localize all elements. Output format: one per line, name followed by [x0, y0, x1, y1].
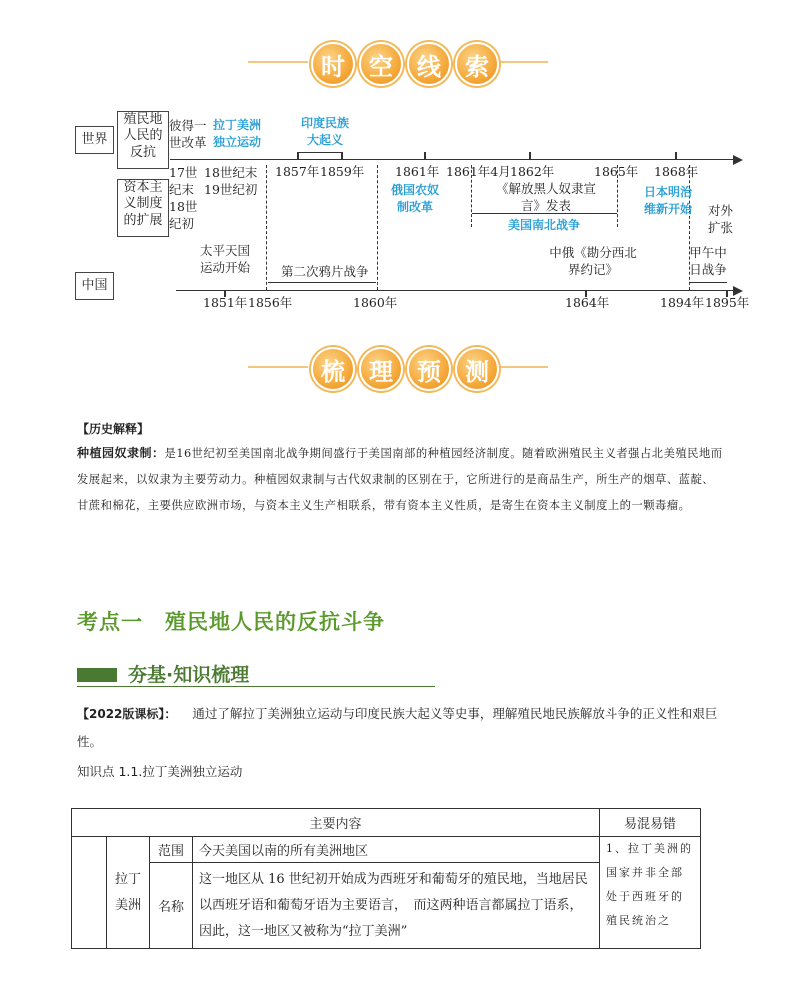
event-russia-serf-reform: 俄国农奴制改革: [390, 183, 439, 214]
axis-tick: [341, 152, 343, 159]
date-18th-century: 18世纪末19世纪初: [204, 165, 258, 197]
year-1895: 1895年: [705, 295, 750, 310]
banner-char: 预: [407, 347, 451, 391]
range-1857-1859: [298, 152, 343, 153]
banner-char: 空: [359, 42, 403, 86]
banner-char: 时: [311, 42, 355, 86]
spacer-cell: [72, 837, 107, 949]
row1-label: 范围: [150, 837, 193, 863]
knowledge-table: [71, 808, 701, 949]
subhead: 夯基·知识梳理: [128, 664, 250, 686]
china-axis: [176, 290, 735, 291]
year-1860: 1860年: [353, 295, 398, 310]
event-sino-japanese-war: 甲午中日战争: [689, 245, 727, 277]
date-17th-century: 17世纪末18世纪初: [169, 165, 198, 231]
year-1856: 1856年: [248, 295, 293, 310]
year-1864: 1864年: [565, 295, 610, 310]
subhead-bar: [77, 668, 117, 682]
range-1894-1895: [690, 282, 727, 283]
dashed-guide: [266, 165, 267, 290]
year-1857: 1857年: [275, 164, 320, 179]
standard-label: 【2022版课标】：: [77, 707, 177, 721]
event-latin-america-independence: 拉丁美洲独立运动: [213, 118, 262, 149]
event-meiji-restoration: 日本明治维新开始: [643, 185, 692, 216]
axis-tick: [424, 152, 426, 159]
banner-review-forecast: [311, 347, 499, 391]
history-paragraph: [77, 440, 725, 519]
year-1862: 1862年: [510, 164, 555, 179]
range-opium-war: [268, 282, 376, 283]
row2-text: 这一地区从 16 世纪初开始成为西班牙和葡萄牙的殖民地，当地居民以西班牙语和葡萄牙语为主要语言， 而这两种语言都属拉丁语系，因此，这一地区又被称为“拉丁美洲”: [193, 863, 600, 949]
row-label-china: 中国: [75, 272, 114, 300]
axis-tick: [529, 152, 531, 159]
event-us-civil-war: 美国南北战争: [508, 218, 581, 232]
banner-char: 理: [359, 347, 403, 391]
history-term: 种植园奴隶制：: [77, 446, 165, 460]
banner-char: 线: [407, 42, 451, 86]
year-1861: 1861年: [395, 164, 440, 179]
event-emancipation-proclamation: 《解放黑人奴隶宣言》发表: [495, 181, 596, 213]
header-main: 主要内容: [72, 809, 600, 837]
axis-tick: [297, 152, 299, 159]
knowledge-point: 知识点 1.1.拉丁美洲独立运动: [77, 764, 243, 779]
event-sino-russian-treaty: 中俄《勘分西北界约记》: [549, 245, 637, 277]
year-1851: 1851年: [203, 295, 248, 310]
curriculum-standard: [77, 700, 727, 755]
banner-char: 梳: [311, 347, 355, 391]
row-group-latin-america: 拉丁美洲: [107, 837, 150, 949]
standard-text: 通过了解拉丁美洲独立运动与印度民族大起义等史事，理解殖民地民族解放斗争的正义性和艰巨性。: [77, 706, 718, 749]
year-1859: 1859年: [320, 164, 365, 179]
world-axis-arrow: [733, 155, 743, 165]
year-1894: 1894年: [660, 295, 705, 310]
year-1861-april: 1861年4月: [446, 164, 511, 179]
event-taiping: 太平天国运动开始: [199, 243, 250, 275]
box-capitalism-expansion: 资本主义制度的扩展: [117, 179, 169, 237]
banner-char: 索: [455, 42, 499, 86]
world-axis: [170, 159, 735, 160]
range-civil-war: [472, 213, 617, 214]
axis-tick: [675, 152, 677, 159]
header-tip: 易混易错: [600, 809, 701, 837]
event-second-opium-war: 第二次鸦片战争: [281, 264, 369, 279]
section-title: 考点一 殖民地人民的反抗斗争: [77, 610, 385, 634]
banner-deco-left: [248, 61, 308, 63]
year-1868: 1868年: [654, 164, 699, 179]
history-text: 是16世纪初至美国南北战争期间盛行于美国南部的种植园经济制度。随着欧洲殖民主义者强占北美殖民地而发展起来，以奴隶为主要劳动力。种植园奴隶制与古代奴隶制的区别在于，它所进行的是商品生产，所生产的烟草、蓝靛、甘蔗和棉花，主要供应欧洲市场，与资本主义生产相联系，带有资本主义性质，是寄生在资本主义制度上的一颗毒瘤。: [77, 447, 723, 512]
event-external-expansion: 对外扩张: [708, 203, 734, 235]
history-label: 【历史解释】: [77, 422, 150, 436]
banner-deco-left: [248, 366, 308, 368]
tip-cell: 1、拉丁美洲的国家并非全部处于西班牙的殖民统治之: [600, 837, 701, 949]
year-1865: 1865年: [594, 164, 639, 179]
banner-timeline-clues: [311, 42, 499, 86]
row1-text: 今天美国以南的所有美洲地区: [193, 837, 600, 863]
row-label-world: 世界: [75, 126, 114, 154]
event-indian-uprising: 印度民族大起义: [300, 116, 349, 147]
dashed-guide: [377, 165, 378, 290]
event-peter-reform: 彼得一世改革: [169, 118, 207, 150]
banner-char: 测: [455, 347, 499, 391]
box-colonial-resistance: 殖民地人民的反抗: [117, 111, 169, 169]
row2-label: 名称: [150, 863, 193, 949]
